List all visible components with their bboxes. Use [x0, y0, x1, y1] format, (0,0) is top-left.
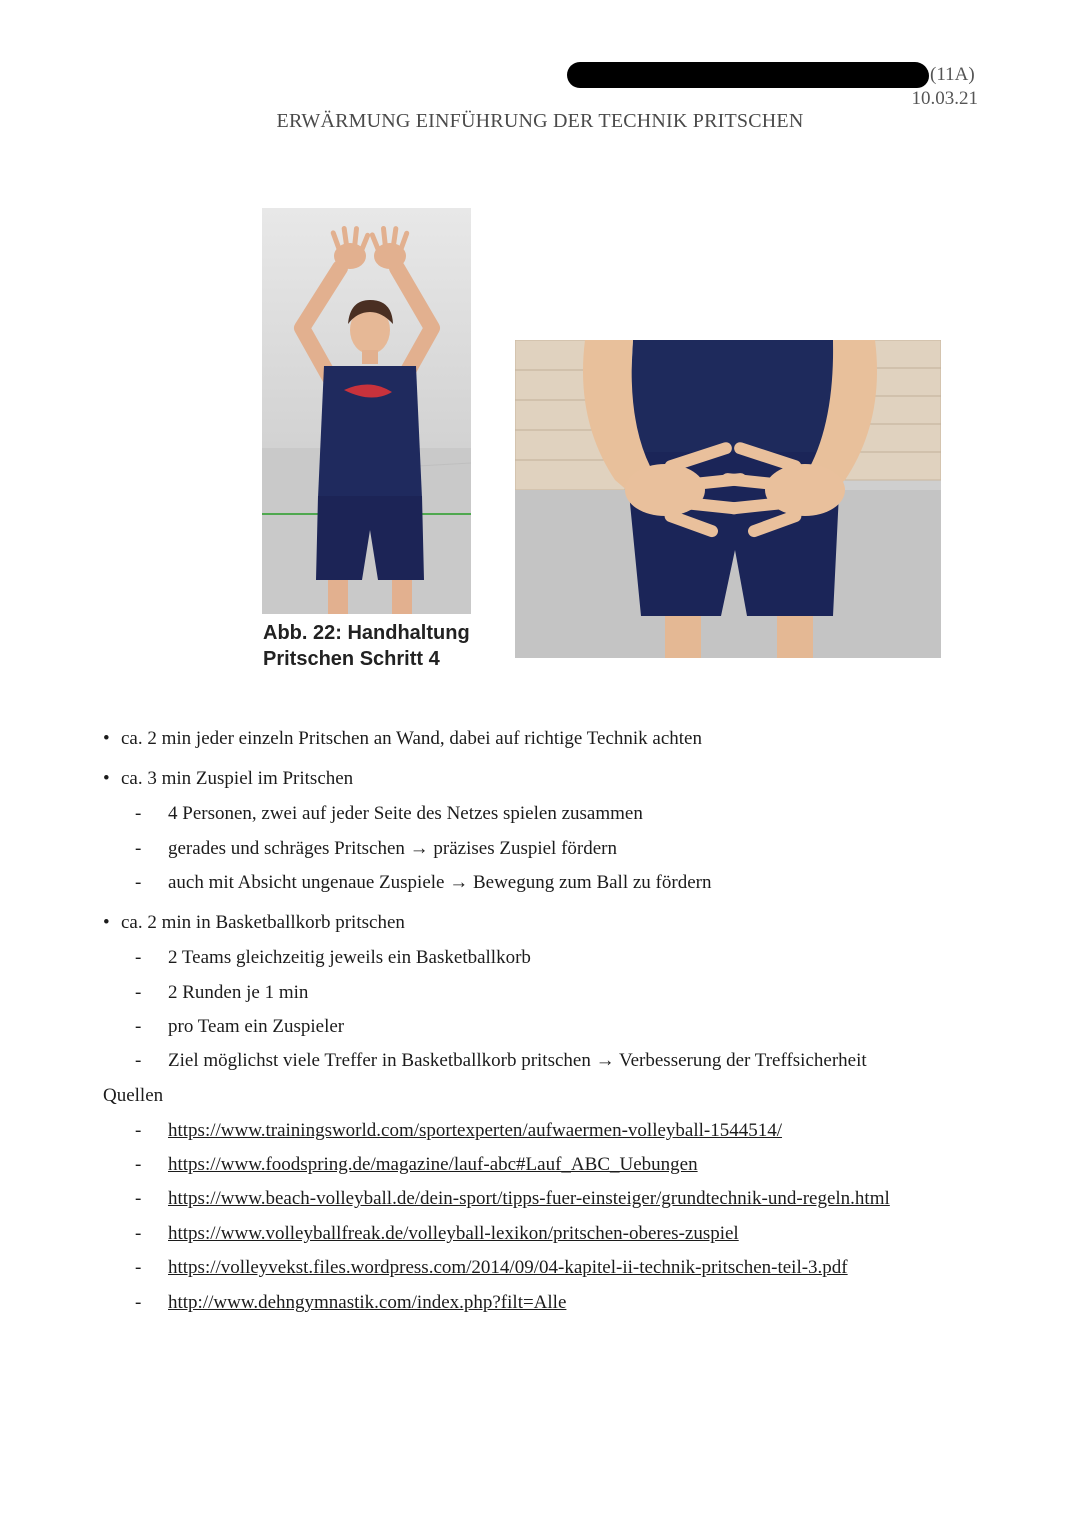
redacted-name — [567, 62, 929, 88]
bullet-text: ca. 3 min Zuspiel im Pritschen — [121, 768, 354, 789]
photo-hand-position-overhead — [262, 208, 471, 614]
sub-item — [135, 1050, 867, 1072]
bullet-item — [103, 728, 702, 750]
sub-item-text: 2 Runden je 1 min — [168, 982, 309, 1003]
sub-item-text: 4 Personen, zwei auf jeder Seite des Netzes spielen zusammen — [168, 803, 643, 824]
sub-item — [135, 872, 711, 894]
dash-marker: - — [135, 1257, 142, 1278]
sub-item — [135, 947, 531, 969]
sub-item-text: Ziel möglichst viele Treffer in Basketballkorb pritschen → Verbesserung der Treffsicherheit — [168, 1050, 867, 1071]
source-link[interactable]: https://www.trainingsworld.com/sportexperten/aufwaermen-volleyball-1544514/ — [168, 1120, 783, 1141]
sub-item — [135, 1016, 344, 1038]
photo-hand-position-closeup — [515, 340, 941, 658]
sub-item-text: pro Team ein Zuspieler — [168, 1016, 345, 1037]
bullet-text: ca. 2 min in Basketballkorb pritschen — [121, 912, 405, 933]
dash-marker: - — [135, 1188, 142, 1209]
source-item — [135, 1257, 848, 1279]
bullet-item — [103, 912, 405, 934]
dash-marker: - — [135, 872, 142, 893]
dash-marker: - — [135, 1050, 142, 1071]
dash-marker: - — [135, 1154, 142, 1175]
source-link[interactable]: https://www.beach-volleyball.de/dein-sport/tipps-fuer-einsteiger/grundtechnik-und-regeln.html — [168, 1188, 890, 1209]
dash-marker: - — [135, 1223, 142, 1244]
source-item — [135, 1223, 739, 1245]
source-item — [135, 1188, 890, 1210]
dash-marker: - — [135, 947, 142, 968]
sub-item-text: 2 Teams gleichzeitig jeweils ein Basketballkorb — [168, 947, 531, 968]
source-item — [135, 1120, 782, 1142]
sub-item — [135, 838, 617, 860]
source-link[interactable]: https://www.volleyballfreak.de/volleyball-lexikon/pritschen-oberes-zuspiel — [168, 1223, 739, 1244]
sub-item-text: auch mit Absicht ungenaue Zuspiele → Bewegung zum Ball zu fördern — [168, 872, 712, 893]
sources-heading: Quellen — [103, 1085, 164, 1106]
sub-item — [135, 803, 643, 825]
dash-marker: - — [135, 838, 142, 859]
page-title: ERWÄRMUNG EINFÜHRUNG DER TECHNIK PRITSCHEN — [276, 110, 804, 132]
bullet-marker: • — [103, 912, 110, 933]
bullet-text: ca. 2 min jeder einzeln Pritschen an Wand, dabei auf richtige Technik achten — [121, 728, 702, 749]
source-link[interactable]: http://www.dehngymnastik.com/index.php?filt=Alle — [168, 1292, 567, 1313]
source-link[interactable]: https://www.foodspring.de/magazine/lauf-abc#Lauf_ABC_Uebungen — [168, 1154, 698, 1175]
bullet-item — [103, 768, 353, 790]
dash-marker: - — [135, 1016, 142, 1037]
bullet-marker: • — [103, 768, 110, 789]
sub-item-text: gerades und schräges Pritschen → präzises Zuspiel fördern — [168, 838, 617, 859]
dash-marker: - — [135, 1120, 142, 1141]
source-item — [135, 1154, 698, 1176]
bullet-marker: • — [103, 728, 110, 749]
source-item — [135, 1292, 566, 1314]
figure-caption: Abb. 22: Handhaltung Pritschen Schritt 4 — [263, 622, 470, 670]
class-tag: (11A) — [930, 64, 975, 85]
sub-item — [135, 982, 308, 1004]
source-link[interactable]: https://volleyvekst.files.wordpress.com/2014/09/04-kapitel-ii-technik-pritschen-teil-3.pdf — [168, 1257, 848, 1278]
document-date: 10.03.21 — [911, 88, 978, 109]
dash-marker: - — [135, 982, 142, 1003]
dash-marker: - — [135, 1292, 142, 1313]
dash-marker: - — [135, 803, 142, 824]
